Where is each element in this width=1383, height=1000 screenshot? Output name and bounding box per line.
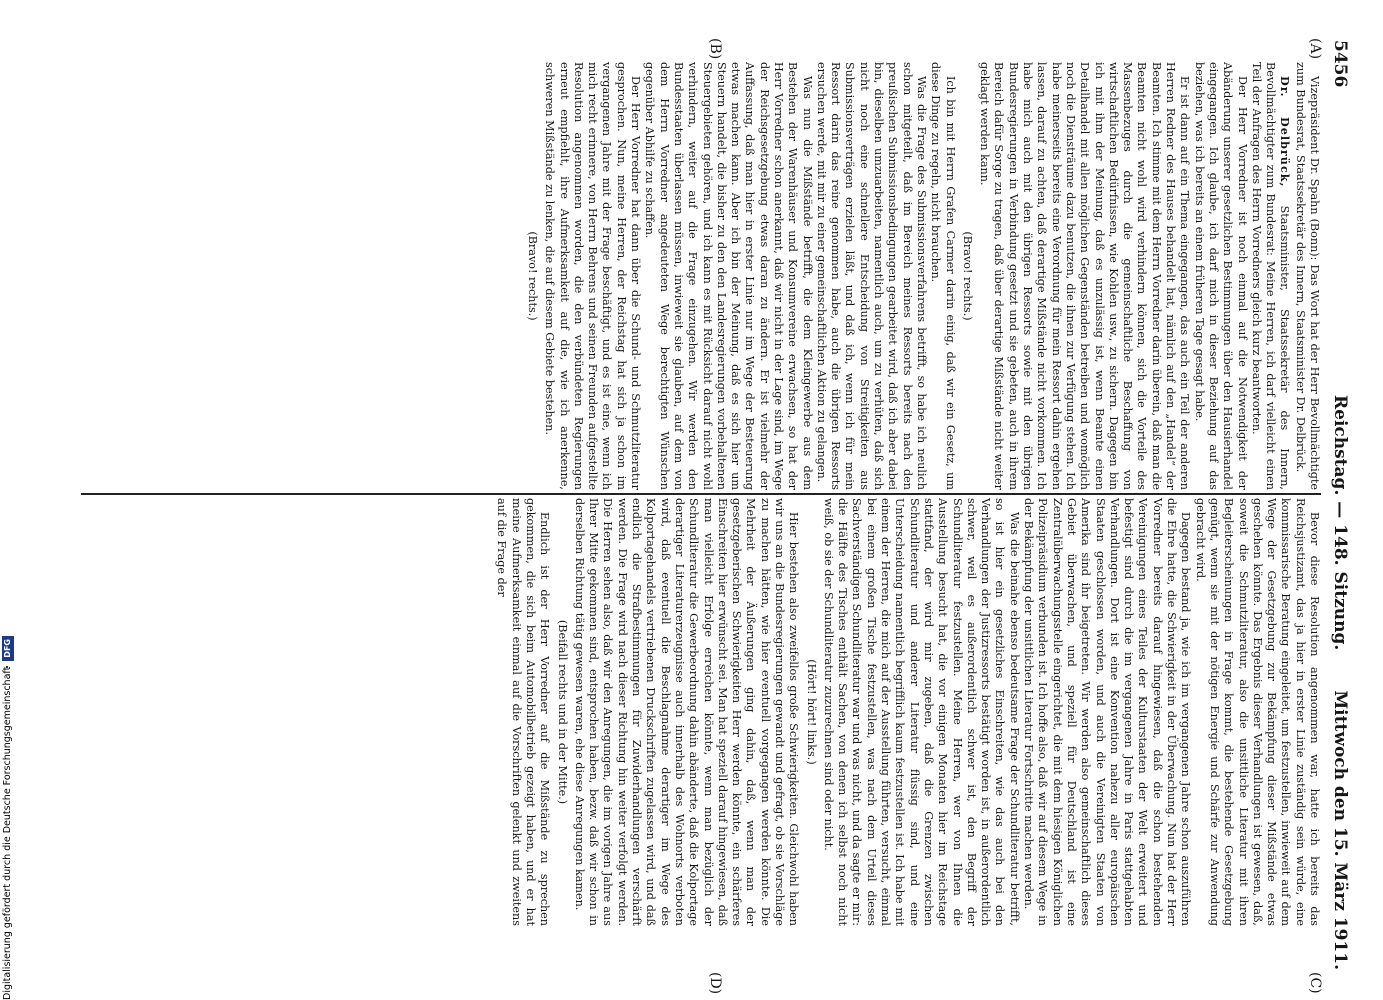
speaker-name: Dr. Delbrück,	[1278, 76, 1293, 188]
running-head: Reichstag. — 148. Sitzung.	[1330, 395, 1350, 651]
margin-letter-b: (B)	[707, 38, 723, 60]
margin-letter-a: (A)	[1307, 38, 1323, 60]
stage-direction: (Beifall rechts und in der Mitte.)	[555, 619, 569, 805]
column-divider	[81, 493, 1321, 495]
paragraph: Er ist dann auf ein Thema eingegangen, das auch ein Teil der anderen Herren Redner des Hauses behandelt hat, nämlich auf den „Handel“ der Beamten. Ich stimme mit dem Herrn Vorredner darin überein, daß man die Beamten nicht wohl wird verhindern können, sich die Vorteile des Massenbezuges durch die gemeinschaftliche Beschaffung von wirtschaftlichen Bedürfnissen, wie Kohlen usw., zu sichern. Dagegen bin ich mit ihm der Meinung, daß es unzulässig ist, wenn Beamte einen Detailhandel mit allen möglichen Gegenständen betreiben und womöglich noch die Diensträume dazu benutzen, die ihnen zur Verfügung stehen. Ich habe meinerseits bereits eine Verordnung für mein Ressort dahin ergehen lassen, darauf zu achten, daß derartige Mißstände nicht vorkommen. Ich habe mich auch mit den übrigen Ressorts sowie mit den übrigen Bundesregierungen in Verbindung gesetzt und sie gebeten, auch in ihrem Bereich dafür Sorge zu tragen, daß über derartige Mißstände nicht weiter geklagt werden kann.	[978, 62, 1192, 490]
paragraph: Der Herr Vorredner hat dann über die Schund- und Schmutzliteratur gesprochen. Nun, meine Herren, der Reichstag hat sich ja schon im vergangenen Jahre mit der Frage beschäftigt, und es ist eine, wenn ich mich recht erinnere, von Herrn Behrens und seinen Freunden aufgestellte Resolution angenommen worden, die den verbündeten Regierungen erneut empfiehlt, ihre Aufmerksamkeit auf die, wie ich anerkenne, schweren Mißstände zu lenken, die auf diesem Gebiete bestehen.	[543, 62, 643, 490]
margin-letter-c: (C)	[1307, 972, 1323, 994]
paragraph: Dagegen bestand ja, wie ich im vergangenen Jahre schon auszuführen die Ehre hatte, die Schwierigkeit in der Überwachung. Nun hat der Herr Vorredner bereits darauf hingewiesen, daß die schon bestehenden Vereinigungen eines Teiles der Kulturstaaten der Welt erweitert und befestigt sind durch die im vergangenen Jahre in Paris stattgehabten Verhandlungen. Dort ist eine Konvention nahezu aller europäischen Staaten geschlossen worden, und auch die Vereinigten Staaten von Amerika sind ihr beigetreten. Wir werden also gemeinschaftlich dieses Gebiet überwachen, und speziell für Deutschland ist eine Zentralüberwachungsstelle eingerichtet, die mit dem hiesigen Königlichen Polizeipräsidium verbunden ist. Ich hoffe also, daß wir auf diesem Wege in der Bekämpfung der unsittlichen Literatur Fortschritte machen werden.	[1022, 498, 1193, 926]
margin-letter-d: (D)	[707, 972, 723, 995]
left-text-column	[81, 62, 1321, 490]
paragraph: Bevor diese Resolution angenommen war, hatte ich bereits das Reichsjustizamt, das ja hier in erster Linie zuständig sein würde, eine kommissarische Beratung eingeleitet, um festzustellen, inwieweit auf dem Wege der Gesetzgebung zur Bekämpfung dieser Mißstände etwas geschehen könnte. Das Ergebnis dieser Verhandlungen ist gewesen, daß, soweit die Schmutzliteratur, also die unsittliche Literatur mit ihren Begleiterscheinungen in Frage kommt, die bestehende Gesetzgebung genügt, wenn sie mit der nötigen Energie und Schärfe zur Anwendung gebracht wird.	[1193, 498, 1321, 926]
paragraph	[1249, 62, 1293, 490]
dfg-logo: DFG	[2, 636, 14, 661]
paragraph: Der Herr Vorredner ist noch einmal auf die Notwendigkeit der Abänderung unserer gesetzlichen Bestimmungen über den Hausierhandel eingegangen. Ich glaube, ich darf mich in dieser Beziehung auf das beziehen, was ich bereits an einem früheren Tage gesagt habe.	[1192, 62, 1249, 490]
stage-direction: (Bravo! rechts.)	[960, 231, 974, 321]
paragraph: Ich bin mit Herrn Grafen Carmer darin einig, daß wir ein Gesetz, um diese Dinge zu regeln, nicht brauchen.	[929, 62, 957, 490]
paragraph: Hier bestehen also zweifellos große Schwierigkeiten. Gleichwohl haben wir uns an die Bundesregierungen gewandt und gefragt, ob sie Vorschläge zu machen hätten, wie hier eventuell vorgegangen werden könnte. Die Mehrheit der Äußerungen ging dahin, daß, wenn man der gesetzgeberischen Schwierigkeiten Herr werden könnte, ein schärferes Einschreiten hier erwünscht sei. Man hat speziell darauf hingewiesen, daß man vielleicht Erfolge erreichen könnte, wenn man bezüglich der Schundliteratur die Gewerbeordnung dahin abänderte, daß die Kolportage derartiger Literaturerzeugnisse auch innerhalb des Wohnorts verboten wird, daß eventuell die Beschlagnahme derartiger im Wege des Kolportagehandels vertriebenen Druckschriften zugelassen wird, und daß endlich die Strafbestimmungen für Zuwiderhandlungen verschärft werden. Die Frage wird nach dieser Richtung hin weiter verfolgt werden. Die Herren sehen also, daß wir den Anregungen, die im vorigen Jahre aus Ihrer Mitte gekommen sind, entsprochen haben, bezw. daß wir schon in derselben Richtung tätig gewesen waren, ehe diese Anregungen kamen.	[572, 498, 801, 926]
page-number: 5456	[1330, 40, 1350, 88]
paragraph: Was die Frage des Submissionsverfahrens betrifft, so habe ich neulich schon mitgeteilt, daß im Bereich meines Ressorts bereits nach den preußischen Submissionsbedingungen gearbeitet wird, daß ich aber dabei bin, dieselben umzuarbeiten, namentlich auch, um zu verhüten, daß sich nicht noch eine schnellere Entscheidung von Streitigkeiten aus Submissionsverträgen erzielen läßt, und daß ich, wenn ich für mein Ressort darin das reine genommen habe, auch die übrigen Ressorts ersuchen werde, mit mir zu einer gemeinschaftlichen Aktion zu gelangen.	[814, 62, 928, 490]
paragraph: Was nun die Mißstände betrifft, die dem Kleingewerbe aus dem Bestehen der Warenhäuser und Konsumvereine erwachsen, so hat der Herr Vorredner schon anerkannt, daß wir nicht in der Lage sind, im Wege der Reichsgesetzgebung etwas daran zu ändern. Er ist vielmehr der Auffassung, daß man hier in erster Linie nur im Wege der Besteuerung etwas machen kann. Aber ich bin der Meinung, daß es sich hier um Steuern handelt, die bisher zu den den Landesregierungen vorbehaltenen Steuergebieten gehören, und ich kann es mit Rücksicht darauf nicht wohl verhindern, weiter auf die Frage einzugehen. Wir werden den Bundesstaaten überlassen müssen, inwieweit sie glauben, auf dem von dem Herrn Vorredner angedeuteten Wege berechtigten Wünschen gegenüber Abhilfe zu schaffen.	[643, 62, 814, 490]
page-header	[1327, 40, 1353, 970]
paragraph: Vizepräsident Dr. Spahn (Bonn): Das Wort hat der Herr Bevollmächtigte zum Bundesrat, Staatssekretär des Innern, Staatsminister Dr. Delbrück.	[1293, 62, 1321, 490]
right-text-column	[81, 498, 1321, 926]
session-date: Mittwoch den 15. März 1911.	[1330, 690, 1350, 970]
credit-text: Digitalisierung gefördert durch die Deutsche Forschungsgemeinschaft	[2, 666, 13, 1000]
digitization-credit	[0, 580, 16, 1000]
stage-direction: (Bravo! rechts.)	[525, 231, 539, 321]
stage-direction: (Hört! hört! links.)	[804, 659, 818, 765]
paragraph: Endlich ist der Herr Vorredner auf die Mißstände zu sprechen gekommen, die sich beim Automobilbetrieb gezeigt haben, und er hat meine Aufmerksamkeit einmal auf die Vorschriften gelenkt und zweitens auf die Frage der	[495, 498, 552, 926]
paragraph: Was die beinahe ebenso bedeutsame Frage der Schundliteratur betrifft, so ist hier ein gesetzliches Einschreiten, wie das auch bei den Verhandlungen der Justizressorts bestätigt worden ist, in außerordentlich schwer, weil es außerordentlich schwer ist, den Begriff der Schundliteratur festzustellen. Meine Herren, wer von Ihnen die Ausstellung besucht hat, die vor einigen Monaten hier im Reichstage stattfand, der wird mir zugeben, daß die Grenzen zwischen Schundliteratur und anderer Literatur flüssig sind, und eine Unterscheidung namentlich begrifflich kaum festzustellen ist. Ich habe mit einem der Herren, die mich auf der Ausstellung führten, versucht, einmal bei einem großen Tische festzustellen, was nach dem Urteil dieses Sachverständigen Schundliteratur war und was nicht, und da sagte er mir: die Hälfte des Tisches enthält Sachen, von denen ich selbst noch nicht weiß, ob sie der Schundliteratur zuzurechnen sind oder nicht.	[821, 498, 1021, 926]
paragraph-text: Staatsminister, Staatssekretär des Innern, Bevollmächtigter zum Bundesrat: Meine Herren, ich darf vielleicht einen Teil der Anfragen des Herrn Vorredners gleich kurz beantworten.	[1249, 62, 1292, 490]
